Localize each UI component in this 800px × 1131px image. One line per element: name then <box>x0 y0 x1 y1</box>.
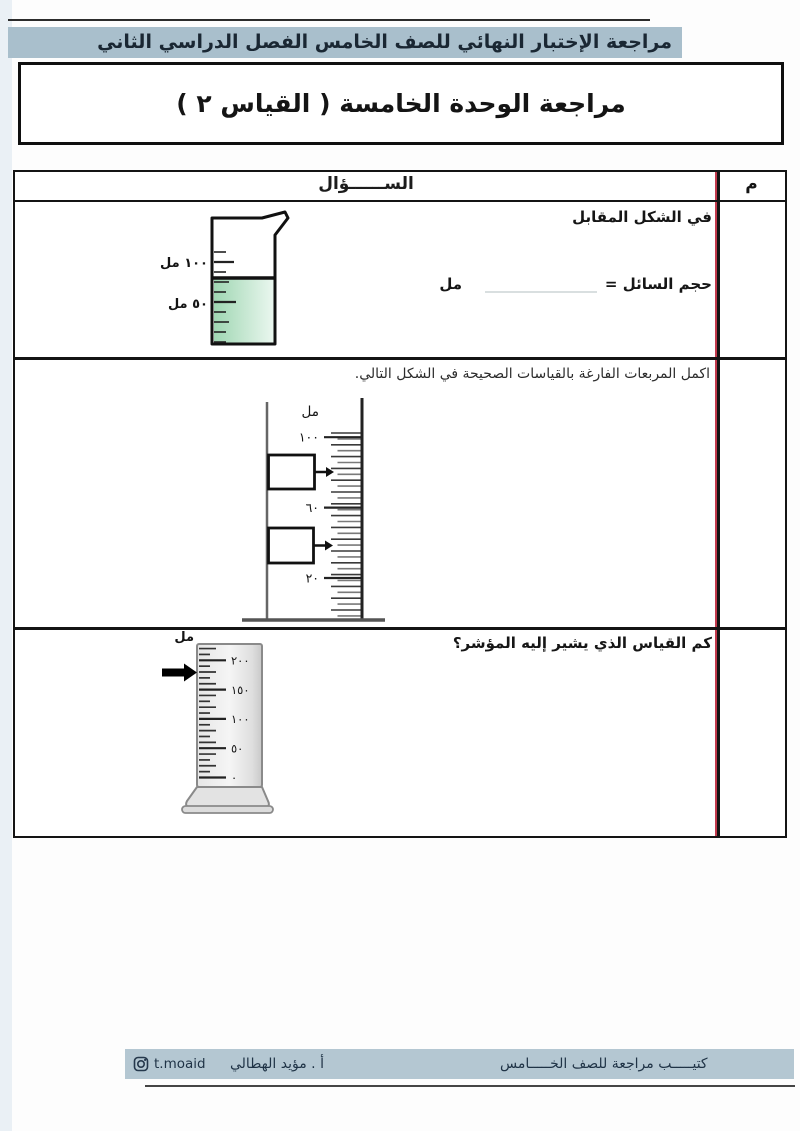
cylinder-label-200: ٢٠٠ <box>231 653 250 668</box>
scale-figure <box>227 392 397 627</box>
page-title: مراجعة الإختبار النهائي للصف الخامس الفصل الدراسي الثاني <box>8 27 682 58</box>
graduated-cylinder-figure <box>154 630 284 815</box>
row2-question: اكمل المربعات الفارغة بالقياسات الصحيحة في الشكل التالي. <box>354 366 710 382</box>
scale-label-60: ٦٠ <box>305 500 319 515</box>
top-rule <box>8 19 650 21</box>
cylinder-unit-label: مل <box>174 630 194 645</box>
answer-box-1 <box>269 455 315 489</box>
header-row-border <box>15 200 785 202</box>
scale-label-100: ١٠٠ <box>298 429 319 445</box>
cylinder-base-flare <box>186 787 269 807</box>
teacher-name: أ . مؤيد الهطالي <box>230 1056 324 1072</box>
question-column-header: الســــــؤال <box>318 174 414 194</box>
beaker-label-100: ١٠٠ مل <box>160 256 208 271</box>
cylinder-base-plate <box>182 806 273 813</box>
row3-question: كم القياس الذي يشير إليه المؤشر؟ <box>452 634 712 652</box>
beaker-label-50: ٥٠ مل <box>167 297 208 312</box>
booklet-title: كتيـــــب مراجعة للصف الخـــــامس <box>500 1056 708 1072</box>
footer-rule <box>145 1085 795 1087</box>
beaker-liquid <box>214 279 274 343</box>
cylinder-label-0: ٠ <box>231 770 238 785</box>
beaker-figure <box>142 205 302 353</box>
instagram-icon <box>133 1056 149 1072</box>
answer-box-2 <box>269 528 314 563</box>
column-divider <box>717 172 720 836</box>
scale-label-20: ٢٠ <box>305 570 319 586</box>
unit-title: مراجعة الوحدة الخامسة ( القياس ٢ ) <box>176 89 626 118</box>
cylinder-label-50: ٥٠ <box>231 741 244 756</box>
row1-intro-text: في الشكل المقابل <box>572 208 712 226</box>
scan-edge-tint <box>0 0 12 1131</box>
number-column-header: م <box>745 174 758 194</box>
answer-box-2-arrow <box>314 541 333 551</box>
row1-answer-blank <box>485 291 597 293</box>
instagram-handle: t.moaid <box>154 1056 206 1072</box>
unit-title-box <box>18 62 784 145</box>
row1-unit-label: مل <box>439 275 462 293</box>
cylinder-label-100: ١٠٠ <box>231 712 250 727</box>
row2-border <box>15 627 785 630</box>
row1-border <box>15 357 785 360</box>
scale-minor-ticks <box>331 433 361 616</box>
row1-volume-prompt: حجم السائل = <box>604 275 712 293</box>
cylinder-label-150: ١٥٠ <box>231 682 250 697</box>
scale-unit-label: مل <box>301 404 319 420</box>
pointer-arrow <box>162 664 197 682</box>
question-table <box>13 170 787 838</box>
